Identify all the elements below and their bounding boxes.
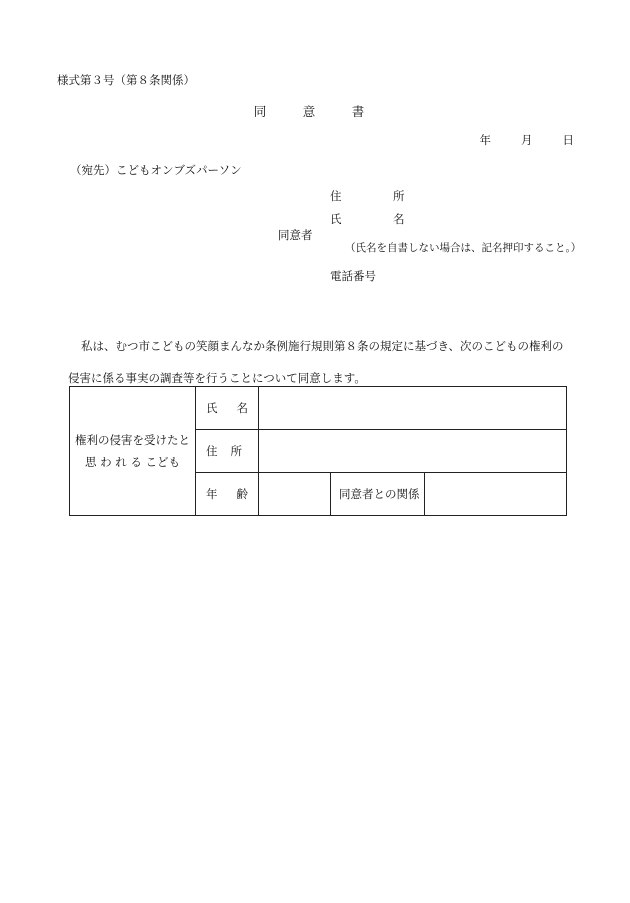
child-age-field[interactable]: [259, 473, 331, 516]
row-header-line-1: 権利の侵害を受けたと: [75, 433, 190, 447]
child-name-label: [196, 387, 259, 430]
consent-statement-line-1: 私は、むつ市こどもの笑顔まんなか条例施行規則第８条の規定に基づき、次のこどもの権利の: [81, 339, 564, 353]
consenter-address-label: 住 所: [330, 189, 425, 203]
child-address-label-a: 住: [206, 444, 218, 458]
consent-statement-line-2: 侵害に係る事実の調査等を行うことについて同意します。: [68, 371, 366, 385]
child-age-label: [196, 473, 259, 516]
consent-statement: [68, 330, 578, 394]
date-row: [480, 132, 575, 148]
form-number: 様式第３号（第８条関係）: [57, 73, 195, 87]
date-day: 日: [562, 133, 574, 147]
consenter-phone-label: 電話番号: [330, 269, 376, 283]
row-header: [70, 387, 196, 516]
child-age-label-b: 齢: [236, 487, 248, 501]
date-month: 月: [521, 133, 533, 147]
document-title: 同 意 書: [253, 104, 377, 119]
consenter-label: 同意者: [278, 228, 313, 242]
date-year: 年: [479, 133, 491, 147]
row-header-line-2: 思 わ れ る こども: [84, 455, 181, 469]
child-name-label-b: 名: [236, 401, 248, 415]
child-address-label: [196, 430, 259, 473]
relation-field[interactable]: [425, 473, 567, 516]
relation-label: 同意者との関係: [331, 473, 425, 516]
child-address-label-b: 所: [230, 444, 242, 458]
addressee: （宛先）こどもオンブズパーソン: [70, 163, 242, 177]
child-info-table: [69, 386, 567, 516]
child-name-label-a: 氏: [206, 401, 218, 415]
child-address-field[interactable]: [259, 430, 567, 473]
seal-note: （氏名を自書しない場合は、記名押印すること。）: [345, 242, 582, 254]
table-row-name: [70, 387, 567, 430]
child-age-label-a: 年: [206, 487, 218, 501]
child-name-field[interactable]: [259, 387, 567, 430]
consenter-name-label: 氏 名: [330, 212, 425, 226]
